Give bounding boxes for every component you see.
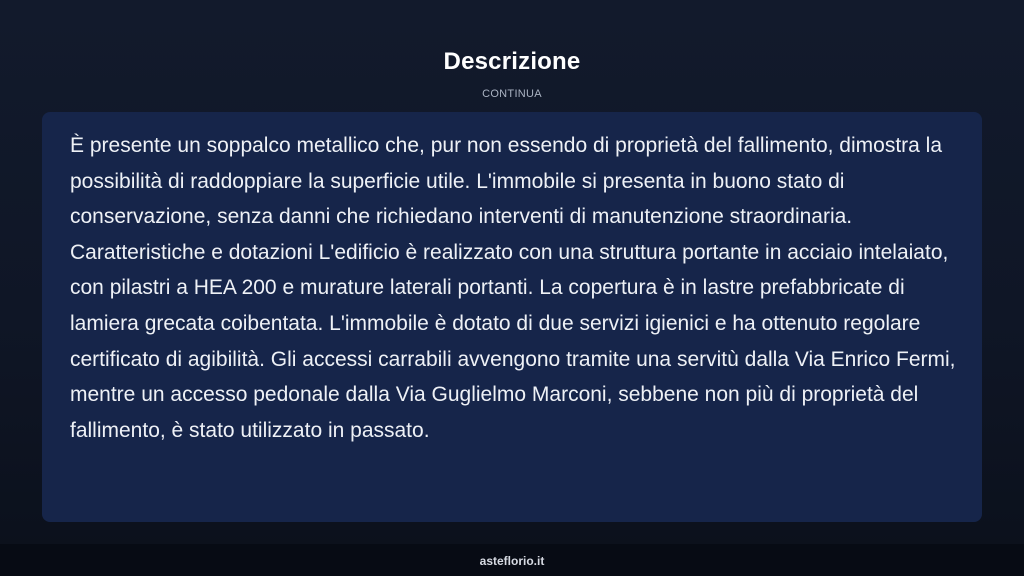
page-header bbox=[0, 48, 1024, 100]
continue-label: CONTINUA bbox=[482, 88, 542, 100]
description-text: È presente un soppalco metallico che, pur non essendo di proprietà del fallimento, dimostra la possibilità di raddoppiare la superficie utile. L'immobile si presenta in buono stato di conservazione, senza danni che richiedano interventi di manutenzione straordinaria. Caratteristiche e dotazioni L'edificio è realizzato con una struttura portante in acciaio intelaiato, con pilastri a HEA 200 e murature laterali portanti. La copertura è in lastre prefabbricate di lamiera grecata coibentata. L'immobile è dotato di due servizi igienici e ha ottenuto regolare certificato di agibilità. Gli accessi carrabili avvengono tramite una servitù dalla Via Enrico Fermi, mentre un accesso pedonale dalla Via Guglielmo Marconi, sebbene non più di proprietà del fallimento, è stato utilizzato in passato. bbox=[70, 134, 956, 442]
description-card bbox=[42, 112, 982, 522]
footer-site-name: asteflorio.it bbox=[479, 554, 545, 568]
page-title: Descrizione bbox=[443, 48, 581, 75]
footer-bar bbox=[0, 544, 1024, 576]
